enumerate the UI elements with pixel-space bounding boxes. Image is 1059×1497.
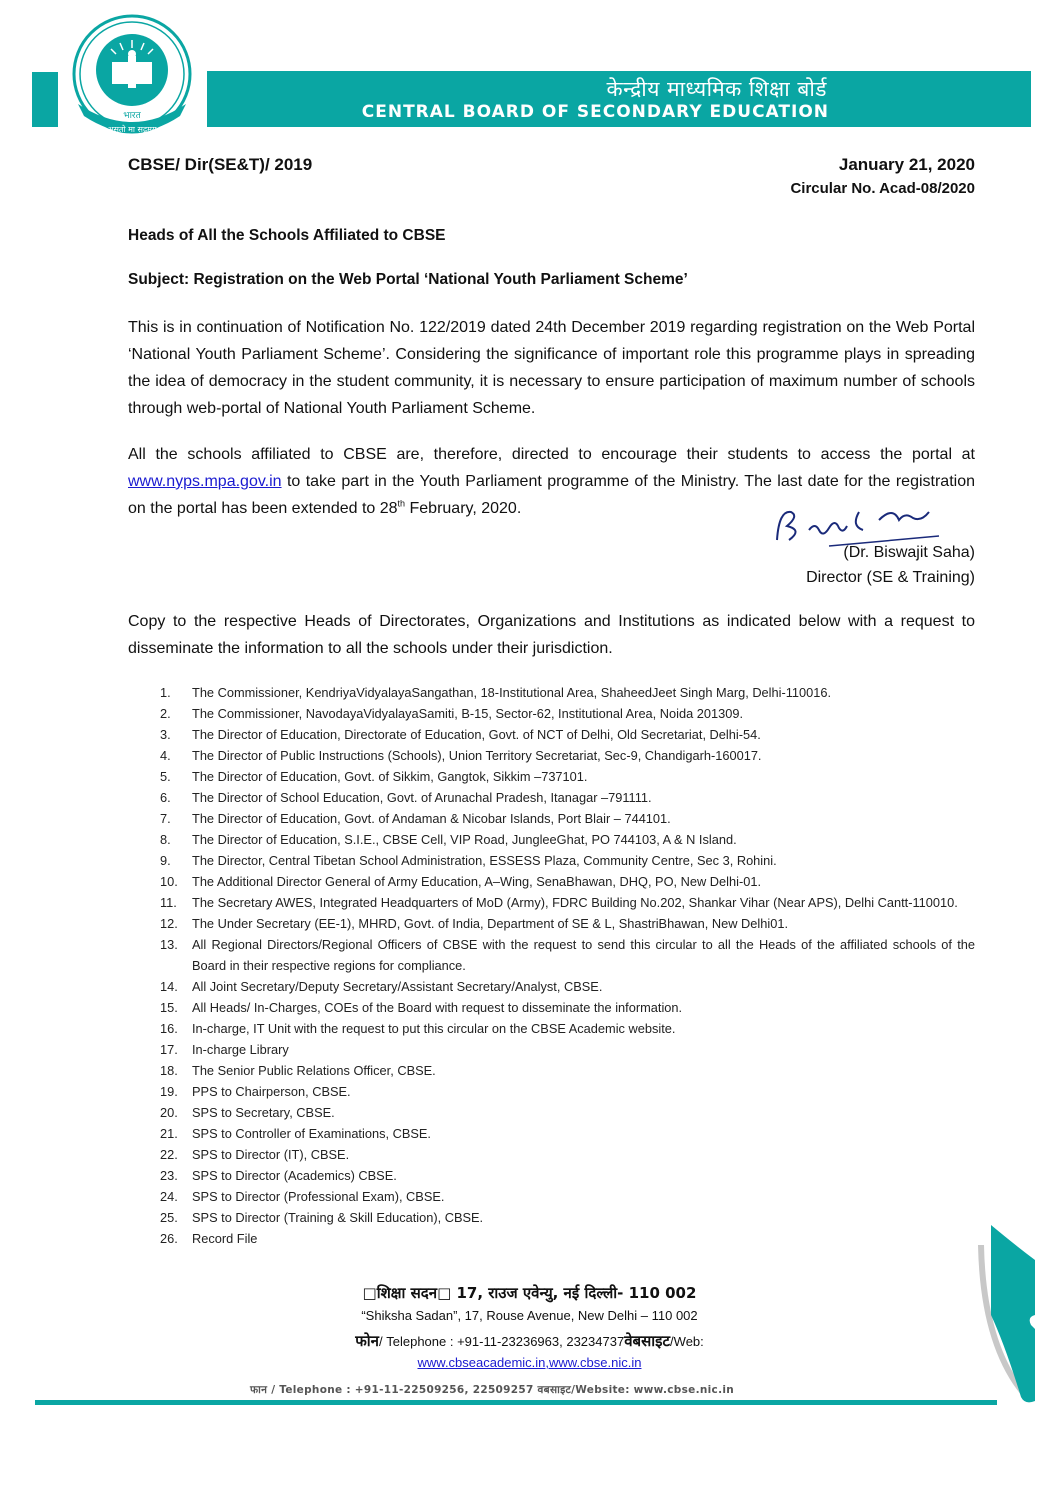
org-name-hindi: केन्द्रीय माध्यमिक शिक्षा बोर्ड bbox=[606, 77, 827, 101]
copy-to-intro: Copy to the respective Heads of Directorates, Organizations and Institutions as indicated below with a request to disseminate the information to all the schools under their jurisdiction. bbox=[128, 613, 975, 657]
letter-date: January 21, 2020 bbox=[838, 155, 975, 174]
footer-contact-line bbox=[0, 1331, 1059, 1351]
phone-numbers: / Telephone : +91-11-23236963, 23234737 bbox=[379, 1334, 625, 1349]
letterhead-footer-contact: फान / Telephone : +91-11-22509256, 22509257 वबसाइट/Website: www.cbse.nic.in bbox=[250, 1384, 735, 1396]
org-name-english: CENTRAL BOARD OF SECONDARY EDUCATION bbox=[361, 102, 829, 122]
web-label: /Web: bbox=[670, 1334, 704, 1349]
list-item: 22. SPS to Director (IT), CBSE. bbox=[160, 1147, 350, 1162]
list-item: 10. The Additional Director General of Army Education, A–Wing, SenaBhawan, DHQ, PO, New Delhi-01. bbox=[160, 874, 762, 889]
list-item: 16. In-charge, IT Unit with the request to put this circular on the CBSE Academic website. bbox=[160, 1021, 676, 1036]
book-page-decoration-icon bbox=[975, 1225, 1045, 1405]
svg-text:असतो मा सद्गमय: असतो मा सद्गमय bbox=[107, 125, 157, 134]
list-item: 18. The Senior Public Relations Officer, CBSE. bbox=[160, 1063, 436, 1078]
ordinal-superscript: th bbox=[397, 498, 406, 509]
signature-block bbox=[806, 540, 975, 590]
paragraph-2-text-b: to take part in the Youth Parliament programme of the Ministry. The last date for the registration on the portal has been extended to 28 bbox=[128, 473, 975, 517]
list-item: 2. The Commissioner, NavodayaVidyalayaSamiti, B-15, Sector-62, Institutional Area, Noida 201309. bbox=[160, 706, 744, 721]
web-label-hindi: वेबसाइट bbox=[624, 1332, 671, 1350]
cbse-emblem-icon bbox=[68, 12, 196, 140]
list-item: 21. SPS to Controller of Examinations, CBSE. bbox=[160, 1126, 431, 1141]
phone-label-hindi: फोन bbox=[355, 1332, 380, 1350]
list-item: 1. The Commissioner, KendriyaVidyalayaSangathan, 18-Institutional Area, ShaheedJeet Singh Marg, Delhi-110016. bbox=[160, 685, 832, 700]
footer-address-hindi: □शिक्षा सदन□ 17, राउज एवेन्यु, नई दिल्ली- 110 002 bbox=[362, 1284, 697, 1302]
list-item: 3. The Director of Education, Directorate of Education, Govt. of NCT of Delhi, Old Secretariat, Delhi-54. bbox=[160, 727, 761, 742]
list-item: 11. The Secretary AWES, Integrated Headquarters of MoD (Army), FDRC Building No.202, Shankar Vihar (Near APS), Delhi Cantt-110010. bbox=[160, 895, 958, 910]
signatory-designation: Director (SE & Training) bbox=[806, 569, 975, 586]
list-item: 5. The Director of Education, Govt. of Sikkim, Gangtok, Sikkim –737101. bbox=[160, 769, 588, 784]
list-item: 12. The Under Secretary (EE-1), MHRD, Govt. of India, Department of SE & L, ShastriBhawan, New Delhi01. bbox=[160, 916, 789, 931]
list-item: 20. SPS to Secretary, CBSE. bbox=[160, 1105, 335, 1120]
list-item: 4. The Director of Public Instructions (Schools), Union Territory Secretariat, Sec-9, Chandigarh-160017. bbox=[160, 748, 762, 763]
list-item: 9. The Director, Central Tibetan School Administration, ESSESS Plaza, Community Centre, Sec 3, Rohini. bbox=[160, 853, 777, 868]
addressee: Heads of All the Schools Affiliated to CBSE bbox=[128, 227, 446, 244]
list-item: 13. All Regional Directors/Regional Officers of CBSE with the request to send this circular to all the Heads of the affiliated schools of the Board in their respective regions for compliance. bbox=[160, 937, 975, 973]
subject-line: Subject: Registration on the Web Portal ‘National Youth Parliament Scheme’ bbox=[128, 271, 688, 288]
footer-websites bbox=[0, 1355, 1059, 1370]
reference-number: CBSE/ Dir(SE&T)/ 2019 bbox=[128, 155, 313, 174]
footer-address-english: “Shiksha Sadan”, 17, Rouse Avenue, New Delhi – 110 002 bbox=[361, 1308, 698, 1323]
header-left-accent-bar bbox=[32, 72, 58, 127]
circular-number: Circular No. Acad-08/2020 bbox=[790, 180, 975, 197]
list-item: 23. SPS to Director (Academics) CBSE. bbox=[160, 1168, 397, 1183]
list-item: 24. SPS to Director (Professional Exam), CBSE. bbox=[160, 1189, 445, 1204]
paragraph-2-text-a: All the schools affiliated to CBSE are, therefore, directed to encourage their students to access the portal at bbox=[128, 446, 975, 463]
list-item: 26. Record File bbox=[160, 1231, 258, 1246]
list-item: 19. PPS to Chairperson, CBSE. bbox=[160, 1084, 351, 1099]
footer-accent-bar bbox=[35, 1400, 997, 1405]
signatory-name: (Dr. Biswajit Saha) bbox=[843, 544, 975, 561]
list-item: 7. The Director of Education, Govt. of Andaman & Nicobar Islands, Port Blair – 744101. bbox=[160, 811, 671, 826]
nyps-portal-link[interactable]: www.nyps.mpa.gov.in bbox=[128, 473, 282, 490]
list-item: 6. The Director of School Education, Govt. of Arunachal Pradesh, Itanagar –791111. bbox=[160, 790, 652, 805]
paragraph-2-text-c: February, 2020. bbox=[405, 500, 522, 517]
cbse-websites-link[interactable]: www.cbseacademic.in,www.cbse.nic.in bbox=[417, 1355, 642, 1370]
copy-to-list bbox=[160, 682, 975, 1249]
list-item: 17. In-charge Library bbox=[160, 1042, 289, 1057]
list-item: 14. All Joint Secretary/Deputy Secretary/Assistant Secretary/Analyst, CBSE. bbox=[160, 979, 603, 994]
paragraph-1: This is in continuation of Notification No. 122/2019 dated 24th December 2019 regarding registration on the Web Portal ‘National Youth Parliament Scheme’. Considering the significance of important role this programme plays in spreading the idea of democracy in the student community, it is necessary to ensure participation of maximum number of schools through web-portal of National Youth Parliament Scheme. bbox=[128, 319, 975, 417]
header-banner bbox=[207, 71, 1031, 127]
list-item: 15. All Heads/ In-Charges, COEs of the Board with request to disseminate the information. bbox=[160, 1000, 683, 1015]
svg-text:भारत: भारत bbox=[123, 111, 141, 121]
list-item: 25. SPS to Director (Training & Skill Education), CBSE. bbox=[160, 1210, 484, 1225]
list-item: 8. The Director of Education, S.I.E., CBSE Cell, VIP Road, JungleeGhat, PO 744103, A & N Island. bbox=[160, 832, 737, 847]
